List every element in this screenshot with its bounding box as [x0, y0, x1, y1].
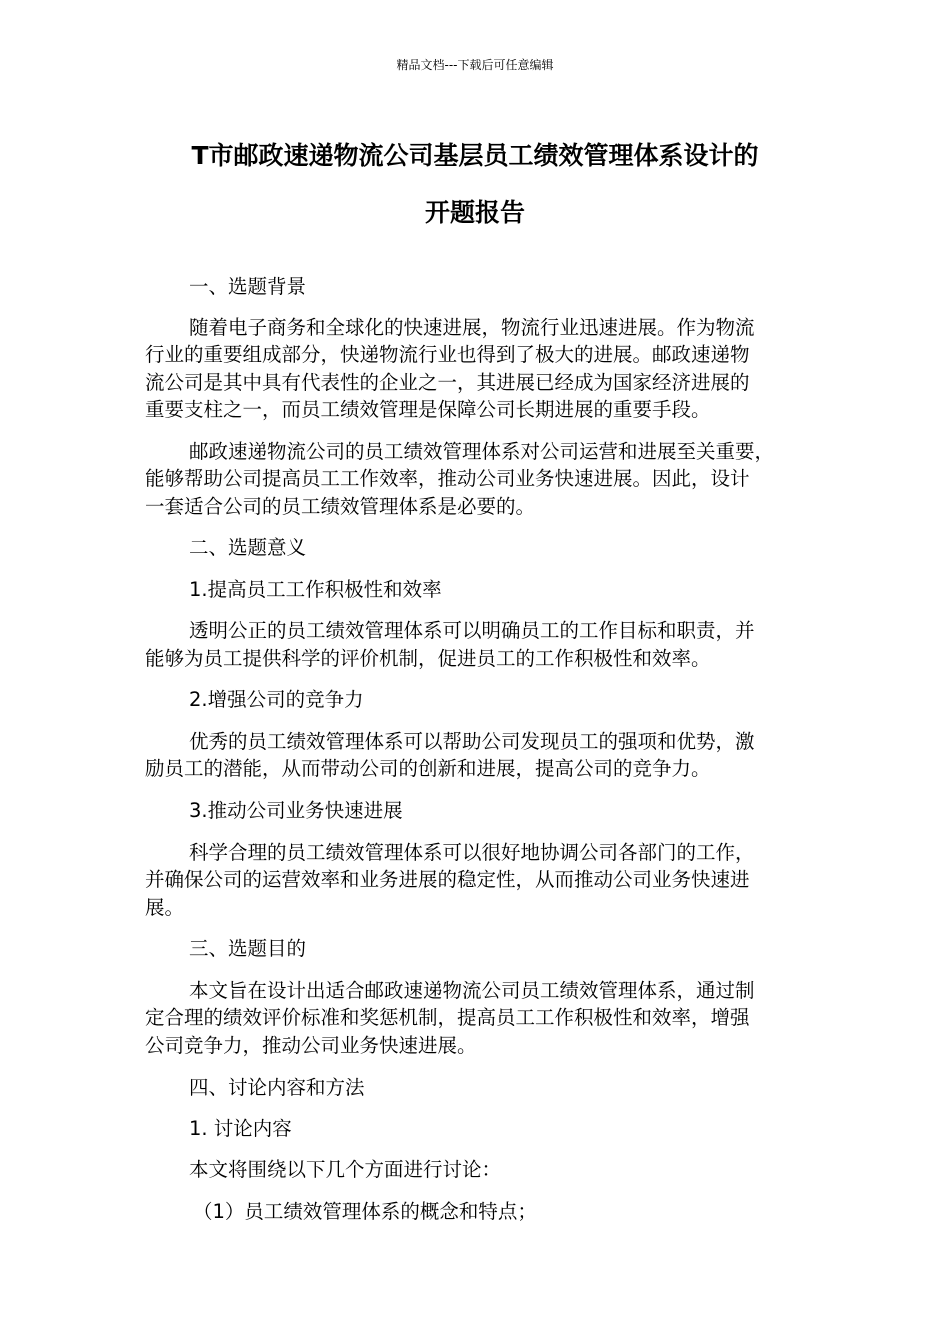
- subsection-heading: 1. 讨论内容: [189, 1117, 292, 1140]
- paragraph-line: 并确保公司的运营效率和业务进展的稳定性，从而推动公司业务快速进: [145, 868, 750, 891]
- section-heading-research: 四、讨论内容和方法: [189, 1076, 365, 1099]
- paragraph-line: 优秀的员工绩效管理体系可以帮助公司发现员工的强项和优势，激: [189, 730, 755, 753]
- paragraph-line: 行业的重要组成部分，快递物流行业也得到了极大的进展。邮政速递物: [145, 343, 750, 366]
- paragraph-line: 邮政速递物流公司的员工绩效管理体系对公司运营和进展至关重要，: [189, 440, 775, 463]
- paragraph-line: 励员工的潜能，从而带动公司的创新和进展，提高公司的竞争力。: [145, 757, 711, 780]
- subsection-heading: 2.增强公司的竞争力: [189, 688, 364, 711]
- subsection-heading: 1.提高员工工作积极性和效率: [189, 578, 442, 601]
- paragraph-line: 能够为员工提供科学的评价机制，促进员工的工作积极性和效率。: [145, 647, 711, 670]
- section-heading-background: 一、选题背景: [189, 275, 307, 298]
- list-item: （1）员工绩效管理体系的概念和特点；: [193, 1200, 537, 1223]
- paragraph-line: 透明公正的员工绩效管理体系可以明确员工的工作目标和职责，并: [189, 619, 755, 642]
- section-heading-purpose: 三、选题目的: [189, 937, 307, 960]
- page-header: 精品文档---下载后可任意编辑: [396, 58, 554, 72]
- paragraph-line: 本文旨在设计出适合邮政速递物流公司员工绩效管理体系，通过制: [189, 979, 755, 1002]
- paragraph-line: 公司竞争力，推动公司业务快速进展。: [145, 1034, 477, 1057]
- paragraph-line: 本文将围绕以下几个方面进行讨论：: [189, 1158, 502, 1181]
- paragraph-line: 展。: [145, 896, 185, 919]
- subsection-heading: 3.推动公司业务快速进展: [189, 799, 403, 822]
- paragraph-line: 流公司是其中具有代表性的企业之一，其进展已经成为国家经济进展的: [145, 371, 750, 394]
- document-title-line-2: 开题报告: [424, 198, 525, 227]
- paragraph-line: 重要支柱之一，而员工绩效管理是保障公司长期进展的重要手段。: [145, 398, 711, 421]
- paragraph-line: 一套适合公司的员工绩效管理体系是必要的。: [145, 495, 536, 518]
- section-heading-significance: 二、选题意义: [189, 536, 307, 559]
- paragraph-line: 科学合理的员工绩效管理体系可以很好地协调公司各部门的工作，: [189, 841, 755, 864]
- paragraph-line: 能够帮助公司提高员工工作效率，推动公司业务快速进展。因此，设计: [145, 467, 750, 490]
- paragraph-line: 定合理的绩效评价标准和奖惩机制，提高员工工作积极性和效率，增强: [145, 1006, 750, 1029]
- document-title-line-1: T市邮政速递物流公司基层员工绩效管理体系设计的: [191, 141, 759, 170]
- paragraph-line: 随着电子商务和全球化的快速进展，物流行业迅速进展。作为物流: [189, 316, 755, 339]
